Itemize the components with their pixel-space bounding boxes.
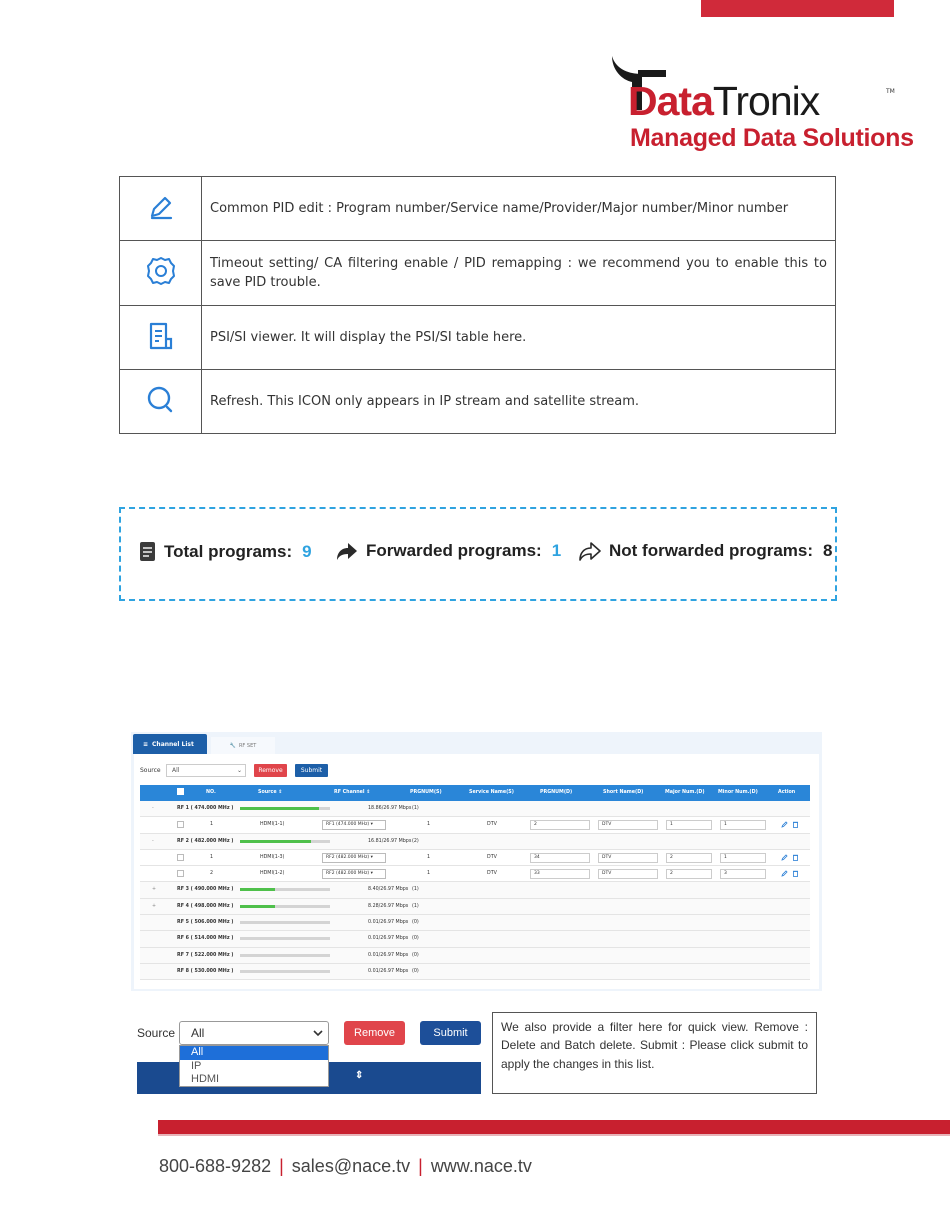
column-header: PRGNUM(S) xyxy=(410,790,442,795)
remove-button[interactable]: Remove xyxy=(254,764,287,777)
program-count: (1) xyxy=(412,806,419,811)
rf-group-name: RF 1 ( 474.000 MHz ) xyxy=(177,806,234,811)
datatronix-logo xyxy=(608,52,914,156)
rf-group-name: RF 8 ( 530.000 MHz ) xyxy=(177,968,234,974)
delete-icon[interactable] xyxy=(792,870,799,877)
program-count: (0) xyxy=(412,936,419,942)
short-name-input[interactable]: DTV xyxy=(598,869,658,879)
channel-row xyxy=(140,817,810,833)
row-source: HDMI(1-1) xyxy=(260,822,285,828)
bitrate-value: 0.01/26.97 Mbps xyxy=(368,952,409,958)
bitrate-progress-bar xyxy=(240,807,330,810)
bitrate-progress-fill xyxy=(240,807,319,810)
bitrate-progress-bar xyxy=(240,840,330,843)
prgnum-d-input[interactable]: 2 xyxy=(530,820,590,830)
logo-wordmark: DataTronix xyxy=(628,78,820,124)
footer-separator: | xyxy=(418,1156,423,1176)
prgnum-d-input[interactable]: 33 xyxy=(530,869,590,879)
icon-description: Timeout setting/ CA filtering enable / PID remapping : we recommend you to enable this to save PID trouble. xyxy=(202,241,836,306)
gear-icon xyxy=(144,254,178,288)
forwarded-programs-value: 1 xyxy=(551,541,562,560)
remove-button-zoom[interactable]: Remove xyxy=(344,1021,405,1045)
bitrate-progress-bar xyxy=(240,921,330,924)
rf-group-row[interactable] xyxy=(140,882,810,898)
tab-channel-list[interactable]: ≡ Channel List xyxy=(133,734,207,754)
row-prgnum-s: 1 xyxy=(427,822,431,828)
dropdown-option[interactable]: HDMI xyxy=(191,1073,220,1085)
row-number: 1 xyxy=(210,822,214,828)
column-header[interactable]: Source ⇕ xyxy=(258,790,283,795)
table-row xyxy=(120,177,836,241)
chevron-down-icon: ⌄ xyxy=(236,767,242,774)
row-checkbox[interactable] xyxy=(177,870,184,877)
rf-group-row[interactable] xyxy=(140,964,810,980)
top-accent-bar xyxy=(701,0,894,17)
footer-accent-bar xyxy=(158,1120,950,1134)
source-dropdown-options xyxy=(179,1045,329,1087)
edit-icon[interactable] xyxy=(781,821,788,828)
wrench-icon: 🔧 xyxy=(229,742,236,749)
channel-row xyxy=(140,850,810,866)
prgnum-d-input[interactable]: 34 xyxy=(530,853,590,863)
row-source: HDMI(1-3) xyxy=(260,854,285,860)
total-programs-stat xyxy=(139,541,312,562)
rf-group-name: RF 7 ( 522.000 MHz ) xyxy=(177,952,234,958)
major-num-input[interactable]: 2 xyxy=(666,853,712,863)
column-header: NO. xyxy=(206,790,216,795)
submit-button-zoom[interactable]: Submit xyxy=(420,1021,481,1045)
forward-arrow-icon xyxy=(336,541,358,561)
bitrate-progress-fill xyxy=(240,905,275,908)
not-forwarded-programs-label: Not forwarded programs: xyxy=(609,541,814,560)
column-header[interactable]: RF Channel ⇕ xyxy=(334,790,371,795)
delete-icon[interactable] xyxy=(792,821,799,828)
rf-group-row[interactable] xyxy=(140,931,810,947)
minor-num-input[interactable]: 3 xyxy=(720,869,766,879)
not-forwarded-programs-stat xyxy=(579,541,833,561)
logo-trademark: TM xyxy=(886,88,895,95)
footer-website[interactable]: www.nace.tv xyxy=(430,1156,532,1176)
chevron-down-icon xyxy=(313,1029,323,1037)
footer-phone: 800-688-9282 xyxy=(159,1156,272,1176)
document-icon xyxy=(139,541,156,562)
program-count: (0) xyxy=(412,952,419,958)
bitrate-value: 0.01/26.97 Mbps xyxy=(368,936,409,942)
bitrate-progress-bar xyxy=(240,970,330,973)
source-filter-select-zoom[interactable]: All xyxy=(179,1021,329,1045)
filter-note: We also provide a filter here for quick view. Remove : Delete and Batch delete. Submit : Please click submit to apply the changes in this list. xyxy=(492,1012,817,1094)
icon-description: Refresh. This ICON only appears in IP stream and satellite stream. xyxy=(202,370,836,434)
rf-channel-select[interactable]: RF2 (482.000 MHz) ▾ xyxy=(322,869,386,879)
bitrate-progress-fill xyxy=(240,840,311,843)
row-service-name: DTV xyxy=(487,854,497,860)
rf-group-name: RF 4 ( 498.000 MHz ) xyxy=(177,903,234,909)
rf-channel-select[interactable]: RF1 (474.000 MHz) ▾ xyxy=(322,820,386,830)
forwarded-programs-label: Forwarded programs: xyxy=(366,541,542,560)
icon-description: PSI/SI viewer. It will display the PSI/SI table here. xyxy=(202,306,836,370)
table-row xyxy=(120,241,836,306)
row-checkbox[interactable] xyxy=(177,854,184,861)
rf-group-row[interactable] xyxy=(140,915,810,931)
program-count: (2) xyxy=(412,838,419,844)
footer-separator: | xyxy=(279,1156,284,1176)
row-number: 1 xyxy=(210,854,214,860)
bitrate-value: 8.40/26.97 Mbps xyxy=(368,887,409,893)
short-name-input[interactable]: DTV xyxy=(598,820,658,830)
source-filter-select[interactable]: All ⌄ xyxy=(166,764,246,777)
rf-group-name: RF 5 ( 506.000 MHz ) xyxy=(177,920,234,926)
major-num-input[interactable]: 2 xyxy=(666,869,712,879)
column-header: Short Name(D) xyxy=(603,790,644,795)
bitrate-progress-bar xyxy=(240,954,330,957)
not-forwarded-programs-value: 8 xyxy=(823,541,833,560)
expand-toggle-icon[interactable]: - xyxy=(152,806,154,811)
expand-toggle-icon[interactable]: + xyxy=(152,887,157,893)
table-row xyxy=(120,370,836,434)
rf-group-row[interactable] xyxy=(140,801,810,817)
footer-contact xyxy=(159,1156,532,1177)
delete-icon[interactable] xyxy=(792,854,799,861)
bitrate-progress-fill xyxy=(240,888,275,891)
column-header: Minor Num.(D) xyxy=(718,790,758,795)
edit-icon[interactable] xyxy=(781,854,788,861)
row-service-name: DTV xyxy=(487,871,497,877)
bitrate-value: 0.01/26.97 Mbps xyxy=(368,920,409,926)
bitrate-progress-bar xyxy=(240,905,330,908)
bitrate-value: 18.86/26.97 Mbps xyxy=(368,806,412,811)
row-prgnum-s: 1 xyxy=(427,854,431,860)
row-number: 2 xyxy=(210,871,214,877)
footer-email[interactable]: sales@nace.tv xyxy=(291,1156,411,1176)
source-filter-label-zoom: Source xyxy=(137,1026,176,1040)
rf-group-row[interactable] xyxy=(140,948,810,964)
row-source: HDMI(1-2) xyxy=(260,871,285,877)
rf-group-name: RF 2 ( 482.000 MHz ) xyxy=(177,838,234,844)
dropdown-option[interactable]: All xyxy=(180,1046,328,1060)
rf-group-row[interactable] xyxy=(140,834,810,850)
select-all-checkbox[interactable] xyxy=(177,788,184,795)
minor-num-input[interactable]: 1 xyxy=(720,853,766,863)
program-count: (1) xyxy=(412,903,419,909)
program-count: (1) xyxy=(412,887,419,893)
bitrate-value: 16.81/26.97 Mbps xyxy=(368,838,412,844)
total-programs-value: 9 xyxy=(302,541,312,561)
row-service-name: DTV xyxy=(487,822,497,828)
document-list-icon xyxy=(146,321,176,351)
submit-button[interactable]: Submit xyxy=(295,764,328,777)
column-header: Action xyxy=(778,790,796,795)
channel-table-header xyxy=(140,785,810,801)
bitrate-progress-bar xyxy=(240,937,330,940)
column-header: Major Num.(D) xyxy=(665,790,705,795)
minor-num-input[interactable]: 1 xyxy=(720,820,766,830)
program-stats-box xyxy=(119,507,837,601)
row-prgnum-s: 1 xyxy=(427,871,431,877)
row-checkbox[interactable] xyxy=(177,821,184,828)
icon-description: Common PID edit : Program number/Service name/Provider/Major number/Minor number xyxy=(202,177,836,241)
list-icon: ≡ xyxy=(143,740,149,748)
column-header: PRGNUM(D) xyxy=(540,790,573,795)
rf-group-name: RF 6 ( 514.000 MHz ) xyxy=(177,936,234,942)
major-num-input[interactable]: 1 xyxy=(666,820,712,830)
total-programs-label: Total programs: xyxy=(164,541,293,561)
bitrate-progress-bar xyxy=(240,888,330,891)
forwarded-programs-stat xyxy=(336,541,561,561)
rf-group-row[interactable] xyxy=(140,899,810,915)
logo-tagline: Managed Data Solutions xyxy=(630,124,914,152)
tab-rf-set[interactable]: 🔧 RF SET xyxy=(211,737,275,754)
icon-legend-table xyxy=(119,176,836,434)
edit-icon[interactable] xyxy=(781,870,788,877)
pencil-edit-icon xyxy=(146,192,176,222)
expand-toggle-icon[interactable]: + xyxy=(152,903,157,909)
source-filter-label: Source xyxy=(140,767,161,774)
program-count: (0) xyxy=(412,920,419,926)
rf-group-name: RF 3 ( 490.000 MHz ) xyxy=(177,887,234,893)
expand-toggle-icon[interactable]: - xyxy=(152,838,154,844)
channel-row xyxy=(140,866,810,882)
short-name-input[interactable]: DTV xyxy=(598,853,658,863)
search-icon xyxy=(145,384,177,416)
column-header: Service Name(S) xyxy=(469,790,514,795)
channel-table xyxy=(140,785,810,980)
table-row xyxy=(120,306,836,370)
forward-outline-icon xyxy=(579,541,601,561)
program-count: (0) xyxy=(412,968,419,974)
source-column-header[interactable]: Source ⇕ xyxy=(355,1070,607,1089)
bitrate-value: 8.28/26.97 Mbps xyxy=(368,903,409,909)
bitrate-value: 0.01/26.97 Mbps xyxy=(368,968,409,974)
dropdown-option[interactable]: IP xyxy=(191,1059,202,1072)
rf-channel-select[interactable]: RF2 (482.000 MHz) ▾ xyxy=(322,853,386,863)
